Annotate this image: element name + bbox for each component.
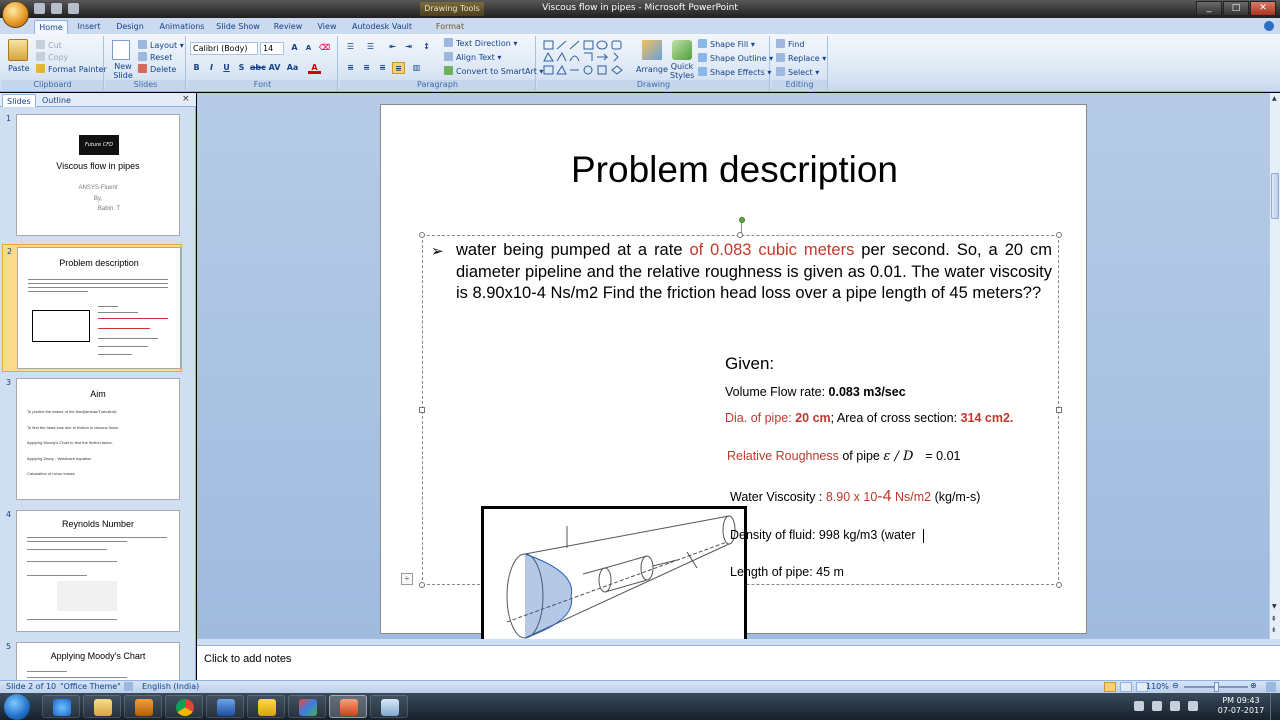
taskbar-internet-explorer[interactable] [42,695,80,718]
new-slide-button[interactable]: New Slide [113,62,133,80]
resize-handle[interactable] [419,407,425,413]
slides-group [106,36,186,90]
zoom-out-icon[interactable]: ⊖ [1172,681,1179,690]
tab-view[interactable]: View [317,22,337,31]
clear-format-icon[interactable]: ⌫ [318,43,331,52]
reset-button[interactable]: Reset [138,52,172,63]
thumbnail-bullet: Applying Moody's Chart to find the friction factor. [27,440,113,445]
new-slide-icon [112,40,130,60]
notes-pane[interactable] [197,645,1280,680]
folder-icon [94,699,112,716]
drawing-group [538,36,774,90]
thumbnail-title: Problem description [59,258,139,268]
thumbnail-title: Applying Moody's Chart [50,651,146,661]
align-left-icon[interactable]: ≡ [347,63,354,72]
start-button[interactable] [4,694,30,720]
given-diameter[interactable]: Dia. of pipe: 20 cm; Area of cross section: 314 cm2. [725,411,1014,425]
thumbnail-number: 2 [7,247,13,256]
copy-button[interactable]: Copy [36,52,68,63]
shadow-button[interactable]: S [238,63,245,72]
window-controls [1196,1,1276,16]
reset-icon [138,52,147,61]
layout-icon [138,40,147,49]
save-icon[interactable] [34,3,45,14]
bullets-icon[interactable]: ☰ [346,42,355,51]
given-viscosity[interactable]: Water Viscosity : 8.90 x 10-4 Ns/m2 (kg/m-s) [730,488,981,505]
shrink-font-icon[interactable]: A [305,44,312,52]
slides-pane [0,93,196,680]
thumbnail-canvas [16,114,180,236]
taskbar-media-player[interactable] [124,695,162,718]
title-bar [0,0,1280,18]
convert-smartart-button[interactable]: Convert to SmartArt ▾ [444,66,543,77]
clock-time: PM 09:43 [1222,696,1260,705]
thumbnail-bullet: To find the head loss due to friction in viscous flows. [27,425,119,430]
redo-icon[interactable] [68,3,79,14]
strikethrough-button[interactable]: abc [250,63,266,72]
smartart-icon [444,66,453,75]
format-painter-button[interactable]: Format Painter [36,64,107,75]
tab-review[interactable]: Review [273,22,303,31]
future-cfd-logo: Future CFD [79,135,119,155]
given-flow-rate[interactable]: Volume Flow rate: 0.083 m3/sec [725,385,906,399]
vertical-scrollbar[interactable] [1269,93,1280,639]
thumbnail-canvas [16,642,180,680]
tab-format[interactable]: Format [435,22,465,31]
scroll-thumb[interactable] [1271,173,1279,219]
powerpoint-icon [340,699,358,716]
slide-thumbnail-3[interactable] [2,376,182,502]
scissors-icon [36,40,45,49]
increase-indent-icon[interactable]: ⇥ [405,42,412,51]
arrange-icon [642,40,662,60]
font-size-select[interactable]: 14 [260,42,284,55]
close-pane-icon[interactable]: × [182,94,190,104]
clock-date: 07-07-2017 [1217,706,1265,715]
paint-icon [299,699,317,716]
clipboard-group-label: Clipboard [2,80,103,90]
slide-counter: Slide 2 of 10 [6,682,57,691]
quick-access-toolbar [34,3,79,14]
tab-animations[interactable]: Animations [159,22,205,31]
arrow-bullet-icon: ➢ [431,243,444,260]
pen-icon [698,53,707,62]
thumbnail-bullet: To predict the nature of the flow(laminar/Turbulent). [27,409,118,414]
thumbnail-canvas [16,378,180,500]
shape-outline-button[interactable]: Shape Outline ▾ [698,53,773,64]
tab-design[interactable]: Design [116,22,144,31]
justify-icon[interactable]: ≡ [392,62,405,74]
taskbar-ansys[interactable] [247,695,285,718]
ansys-icon [258,699,276,716]
slide-title[interactable]: Problem description [571,149,898,190]
pipe-flow-diagram[interactable] [481,506,747,657]
taskbar-notes-app[interactable] [370,695,408,718]
resize-handle[interactable] [419,232,425,238]
font-family-select[interactable]: Calibri (Body) [190,42,258,55]
align-text-button[interactable]: Align Text ▾ [444,52,501,63]
thumbnail-bullet: Calculation of minor losses [27,471,75,476]
show-desktop-button[interactable] [1270,693,1280,720]
normal-view-icon[interactable] [1104,682,1116,692]
thumbnail-title: Viscous flow in pipes [56,161,140,171]
given-heading[interactable]: Given: [725,354,775,373]
editing-group-label: Editing [772,80,827,90]
close-button[interactable]: ✕ [1250,1,1276,16]
replace-button[interactable]: Replace ▾ [776,53,826,64]
zoom-slider-thumb[interactable] [1214,682,1219,692]
taskbar-powerpoint[interactable] [329,695,367,718]
minimize-button[interactable]: _ [1196,1,1222,16]
rotate-handle[interactable] [739,217,745,223]
problem-statement[interactable]: water being pumped at a rate of 0.083 cubic meters per second. So, a 20 cm diameter pipeline and the relative roughness is given as 0.01. The water viscosity is 8.90x10-4 Ns/m2 Find the friction head loss over a pipe length of 45 meters?? [456,241,1052,302]
layout-button[interactable]: Layout ▾ [138,40,184,51]
replace-icon [776,53,785,62]
thumbnail-subtitle: By, [93,196,103,202]
slide-sorter-icon[interactable] [1120,682,1132,692]
taskbar-explorer[interactable] [83,695,121,718]
paste-button[interactable]: Paste [8,64,30,73]
align-text-icon [444,52,453,61]
content-placeholder[interactable] [404,235,1059,585]
resize-handle[interactable] [419,582,425,588]
undo-icon[interactable] [51,3,62,14]
taskbar-paint[interactable] [288,695,326,718]
slide-thumbnail-1[interactable] [2,112,182,238]
editing-group [772,36,828,90]
text-direction-button[interactable]: Text Direction ▾ [444,38,517,49]
zoom-in-icon[interactable]: ⊕ [1250,681,1257,690]
delete-icon [138,64,147,73]
slide-canvas[interactable] [380,104,1087,634]
slide-thumbnail-5[interactable] [2,640,182,680]
change-case-icon[interactable]: Aa [286,63,299,72]
thumbnail-canvas [16,510,180,632]
resize-handle[interactable] [1056,407,1062,413]
tab-slide-show[interactable]: Slide Show [216,22,260,31]
scroll-down-icon[interactable]: ▼ [1272,603,1277,610]
shapes-gallery[interactable] [542,39,634,79]
resize-handle[interactable] [1056,232,1062,238]
tab-outline[interactable]: Outline [42,96,71,105]
zoom-level[interactable]: 110% [1146,682,1169,691]
text-cursor [923,529,924,543]
notes-placeholder[interactable]: Click to add notes [204,653,292,665]
fit-to-window-icon[interactable] [1266,682,1276,692]
font-color-button[interactable]: A [308,62,321,74]
drawing-group-label: Drawing [538,80,769,90]
decrease-indent-icon[interactable]: ⇤ [389,42,396,51]
tray-flag-icon[interactable] [1152,701,1162,711]
notes-app-icon [381,699,399,716]
pipe-drawing [487,512,741,651]
resize-handle[interactable] [737,232,743,238]
taskbar-word[interactable] [206,695,244,718]
thumbnail-number: 3 [6,378,12,387]
arrange-button[interactable]: Arrange [636,65,668,74]
slides-group-label: Slides [106,80,185,90]
thumbnail-subtitle: Babin. T [97,206,121,212]
given-density[interactable]: Density of fluid: 998 kg/m3 (water [730,528,916,542]
windows-taskbar [0,693,1280,720]
internet-explorer-icon [53,699,71,716]
quick-styles-icon [672,40,692,60]
scroll-up-icon[interactable]: ▲ [1272,95,1277,102]
slide-thumbnail-4[interactable] [2,508,182,634]
columns-icon[interactable]: ▥ [412,63,421,72]
spellcheck-icon[interactable] [124,682,133,691]
office-button[interactable] [2,1,29,28]
thumbnail-title: Aim [90,389,106,399]
line-spacing-icon[interactable]: ↕ [423,42,430,51]
copy-icon [36,52,45,61]
tray-clock[interactable] [1216,696,1266,716]
bold-button[interactable]: B [193,63,200,72]
underline-button[interactable]: U [223,63,230,72]
given-roughness[interactable]: Relative Roughness of pipe ε / D = 0.01 [727,449,961,464]
thumbnail-subtitle: ANSYS-Fluent [78,185,118,191]
thumbnail-number: 1 [6,114,12,123]
paragraph-group-label: Paragraph [340,80,535,90]
help-icon[interactable] [1264,21,1274,31]
slides-pane-tabs [0,93,196,107]
given-pipe-length[interactable]: Length of pipe: 45 m [730,565,844,579]
tray-network-icon[interactable] [1134,701,1144,711]
paste-icon [8,39,28,61]
binoculars-icon [776,39,785,48]
previous-slide-icon[interactable]: ⇞ [1271,615,1277,623]
autofit-options-icon[interactable]: ÷ [401,573,413,585]
thumbnail-number: 5 [6,642,12,651]
thumbnail-title: Reynolds Number [61,519,135,529]
select-button[interactable]: Select ▾ [776,67,819,78]
ribbon-tab-row [0,18,1280,34]
align-right-icon[interactable]: ≡ [379,63,386,72]
font-group-label: Font [188,80,337,90]
language-indicator[interactable]: English (India) [142,682,200,691]
chrome-icon [176,699,194,716]
tab-autodesk-vault[interactable]: Autodesk Vault [351,22,413,31]
italic-button[interactable]: I [210,63,213,72]
shape-fill-button[interactable]: Shape Fill ▾ [698,39,755,50]
window-title: Viscous flow in pipes - Microsoft PowerPoint [542,3,738,13]
tray-volume-icon[interactable] [1188,701,1198,711]
numbering-icon[interactable]: ☰ [366,42,375,51]
thumbnail-pipe-image [32,310,90,342]
cut-button[interactable]: Cut [36,40,62,51]
brush-icon [36,64,45,73]
fill-bucket-icon [698,39,707,48]
status-bar [0,680,1280,693]
delete-button[interactable]: Delete [138,64,176,75]
text-direction-icon [444,38,453,47]
align-center-icon[interactable]: ≡ [363,63,370,72]
next-slide-icon[interactable]: ⇟ [1271,626,1277,634]
char-spacing-icon[interactable]: AV [268,63,281,72]
tab-insert[interactable]: Insert [77,22,101,31]
ribbon [0,34,1280,92]
tab-slides[interactable]: Slides [2,94,36,107]
theme-name[interactable]: "Office Theme" [60,682,121,691]
find-button[interactable]: Find [776,39,804,50]
slide-thumbnail-2[interactable] [2,244,182,372]
media-player-icon [135,699,153,716]
clipboard-group [2,36,107,90]
tab-home[interactable]: Home [34,20,68,34]
slide-editing-area [197,93,1269,639]
quick-styles-button[interactable]: Quick Styles [670,62,695,80]
thumbnail-bullet: Applying Darcy - Weisbach equation [27,456,92,461]
cursor-icon [776,67,785,76]
paragraph-group [340,36,544,90]
grow-font-icon[interactable]: A [291,43,298,52]
taskbar-chrome[interactable] [165,695,203,718]
tray-display-icon[interactable] [1170,701,1180,711]
effects-icon [698,67,707,76]
drawing-tools-context-label: Drawing Tools [420,2,484,16]
thumbnail-canvas [17,247,181,369]
font-group [188,36,338,90]
shape-effects-button[interactable]: Shape Effects ▾ [698,67,771,78]
word-icon [217,699,235,716]
thumbnail-number: 4 [6,510,12,519]
resize-handle[interactable] [1056,582,1062,588]
maximize-button[interactable]: □ [1223,1,1249,16]
